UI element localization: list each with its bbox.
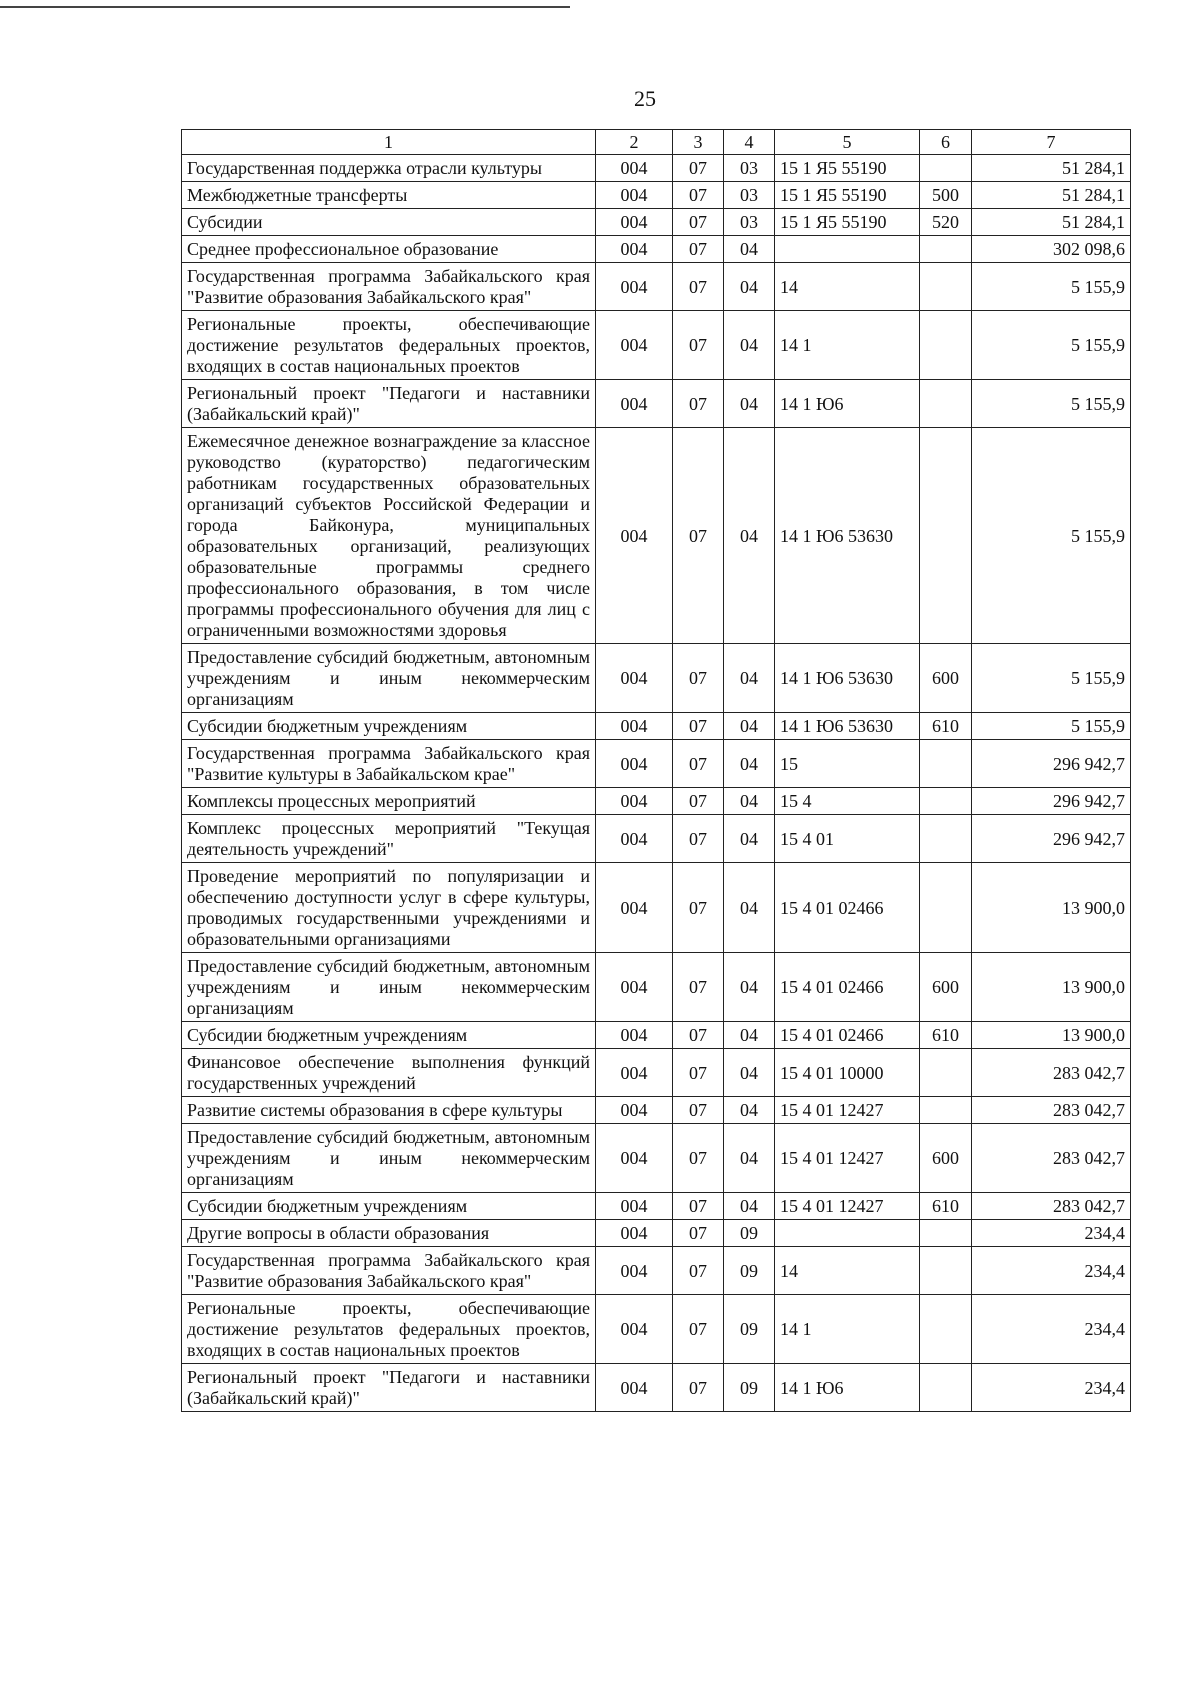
row-code4-cell: 04 xyxy=(724,1097,775,1124)
table-row xyxy=(182,788,1131,815)
row-amount-cell: 5 155,9 xyxy=(972,263,1131,311)
row-amount-cell: 283 042,7 xyxy=(972,1097,1131,1124)
row-code3-cell: 07 xyxy=(673,428,724,644)
row-code3-cell: 07 xyxy=(673,815,724,863)
row-code3-cell: 07 xyxy=(673,155,724,182)
row-code4-cell: 04 xyxy=(724,863,775,953)
row-code6-cell: 600 xyxy=(920,1124,972,1193)
row-code5-cell: 15 4 01 02466 xyxy=(775,1022,920,1049)
row-amount-cell: 13 900,0 xyxy=(972,863,1131,953)
row-code6-cell xyxy=(920,1097,972,1124)
row-amount-cell: 283 042,7 xyxy=(972,1049,1131,1097)
row-amount-cell: 296 942,7 xyxy=(972,740,1131,788)
top-rule xyxy=(0,6,570,8)
row-name-cell: Развитие системы образования в сфере культуры xyxy=(182,1097,596,1124)
row-code2-cell: 004 xyxy=(596,1193,673,1220)
row-code4-cell: 03 xyxy=(724,155,775,182)
row-code2-cell: 004 xyxy=(596,713,673,740)
row-code5-cell: 14 1 Ю6 53630 xyxy=(775,428,920,644)
row-code4-cell: 03 xyxy=(724,182,775,209)
row-code3-cell: 07 xyxy=(673,1193,724,1220)
row-code2-cell: 004 xyxy=(596,644,673,713)
row-code3-cell: 07 xyxy=(673,1364,724,1412)
row-amount-cell: 283 042,7 xyxy=(972,1124,1131,1193)
row-code4-cell: 04 xyxy=(724,380,775,428)
row-code2-cell: 004 xyxy=(596,863,673,953)
row-code6-cell: 600 xyxy=(920,953,972,1022)
table-row xyxy=(182,1193,1131,1220)
row-code3-cell: 07 xyxy=(673,1049,724,1097)
row-code5-cell xyxy=(775,236,920,263)
row-name-cell: Региональный проект "Педагоги и наставники (Забайкальский край)" xyxy=(182,1364,596,1412)
row-amount-cell: 5 155,9 xyxy=(972,428,1131,644)
row-code4-cell: 04 xyxy=(724,236,775,263)
table-row xyxy=(182,263,1131,311)
row-code6-cell xyxy=(920,1295,972,1364)
row-code4-cell: 04 xyxy=(724,740,775,788)
row-name-cell: Предоставление субсидий бюджетным, автономным учреждениям и иным некоммерческим организациям xyxy=(182,644,596,713)
row-code6-cell xyxy=(920,740,972,788)
table-row xyxy=(182,1364,1131,1412)
row-code5-cell: 14 1 Ю6 xyxy=(775,380,920,428)
row-code5-cell: 14 1 Ю6 xyxy=(775,1364,920,1412)
row-code4-cell: 04 xyxy=(724,1124,775,1193)
row-code3-cell: 07 xyxy=(673,1097,724,1124)
row-code5-cell xyxy=(775,1220,920,1247)
table-row xyxy=(182,380,1131,428)
row-code6-cell: 610 xyxy=(920,1022,972,1049)
row-code5-cell: 15 1 Я5 55190 xyxy=(775,209,920,236)
row-name-cell: Предоставление субсидий бюджетным, автономным учреждениям и иным некоммерческим организациям xyxy=(182,1124,596,1193)
row-name-cell: Региональные проекты, обеспечивающие достижение результатов федеральных проектов, входящих в состав национальных проектов xyxy=(182,1295,596,1364)
row-code6-cell xyxy=(920,263,972,311)
row-code2-cell: 004 xyxy=(596,1124,673,1193)
row-code4-cell: 04 xyxy=(724,953,775,1022)
row-code6-cell xyxy=(920,1364,972,1412)
row-code3-cell: 07 xyxy=(673,1022,724,1049)
row-code2-cell: 004 xyxy=(596,1247,673,1295)
row-code6-cell xyxy=(920,311,972,380)
row-code6-cell xyxy=(920,428,972,644)
row-code4-cell: 09 xyxy=(724,1247,775,1295)
row-code2-cell: 004 xyxy=(596,428,673,644)
row-code3-cell: 07 xyxy=(673,740,724,788)
page-number: 25 xyxy=(634,86,656,111)
row-code6-cell xyxy=(920,236,972,263)
row-code5-cell: 14 1 xyxy=(775,1295,920,1364)
row-amount-cell: 5 155,9 xyxy=(972,311,1131,380)
row-code5-cell: 14 1 xyxy=(775,311,920,380)
row-code6-cell xyxy=(920,788,972,815)
row-name-cell: Государственная программа Забайкальского края "Развитие образования Забайкальского края" xyxy=(182,263,596,311)
row-amount-cell: 13 900,0 xyxy=(972,953,1131,1022)
row-code4-cell: 04 xyxy=(724,428,775,644)
row-code4-cell: 04 xyxy=(724,1049,775,1097)
row-code2-cell: 004 xyxy=(596,1049,673,1097)
row-code4-cell: 04 xyxy=(724,644,775,713)
row-code5-cell: 15 xyxy=(775,740,920,788)
row-amount-cell: 302 098,6 xyxy=(972,236,1131,263)
row-name-cell: Предоставление субсидий бюджетным, автономным учреждениям и иным некоммерческим организациям xyxy=(182,953,596,1022)
row-code6-cell xyxy=(920,863,972,953)
row-code5-cell: 15 4 01 12427 xyxy=(775,1124,920,1193)
row-amount-cell: 51 284,1 xyxy=(972,182,1131,209)
row-code5-cell: 15 4 01 02466 xyxy=(775,953,920,1022)
row-name-cell: Ежемесячное денежное вознаграждение за классное руководство (кураторство) педагогическим работникам государственных образовательных организаций субъектов Российской Федерации и города Байконура, муниципальных образовательных организаций, реализующих образовательные программы среднего профессионального образования, в том числе программы профессионального обучения для лиц с ограниченными возможностями здоровья xyxy=(182,428,596,644)
table-row xyxy=(182,1049,1131,1097)
row-name-cell: Субсидии бюджетным учреждениям xyxy=(182,1193,596,1220)
row-code2-cell: 004 xyxy=(596,815,673,863)
table-row xyxy=(182,311,1131,380)
row-code5-cell: 14 xyxy=(775,263,920,311)
row-code6-cell: 500 xyxy=(920,182,972,209)
row-code5-cell: 14 xyxy=(775,1247,920,1295)
row-code2-cell: 004 xyxy=(596,1295,673,1364)
row-code4-cell: 09 xyxy=(724,1220,775,1247)
row-code4-cell: 04 xyxy=(724,311,775,380)
row-code2-cell: 004 xyxy=(596,953,673,1022)
row-code3-cell: 07 xyxy=(673,644,724,713)
row-name-cell: Субсидии xyxy=(182,209,596,236)
row-code6-cell: 610 xyxy=(920,713,972,740)
row-code2-cell: 004 xyxy=(596,1364,673,1412)
row-code5-cell: 14 1 Ю6 53630 xyxy=(775,713,920,740)
row-code3-cell: 07 xyxy=(673,1247,724,1295)
row-amount-cell: 5 155,9 xyxy=(972,644,1131,713)
table-row xyxy=(182,713,1131,740)
row-name-cell: Государственная поддержка отрасли культуры xyxy=(182,155,596,182)
row-code3-cell: 07 xyxy=(673,953,724,1022)
row-code2-cell: 004 xyxy=(596,740,673,788)
row-name-cell: Государственная программа Забайкальского края "Развитие культуры в Забайкальском крае" xyxy=(182,740,596,788)
row-amount-cell: 296 942,7 xyxy=(972,788,1131,815)
row-code2-cell: 004 xyxy=(596,182,673,209)
row-code3-cell: 07 xyxy=(673,380,724,428)
row-amount-cell: 51 284,1 xyxy=(972,155,1131,182)
table-row xyxy=(182,1220,1131,1247)
row-code5-cell: 15 4 01 12427 xyxy=(775,1193,920,1220)
table-row xyxy=(182,644,1131,713)
table-row xyxy=(182,1022,1131,1049)
row-code5-cell: 15 4 01 xyxy=(775,815,920,863)
row-code4-cell: 04 xyxy=(724,815,775,863)
row-code2-cell: 004 xyxy=(596,1097,673,1124)
row-name-cell: Другие вопросы в области образования xyxy=(182,1220,596,1247)
row-code3-cell: 07 xyxy=(673,1220,724,1247)
budget-table xyxy=(181,129,1131,1412)
header-cell: 7 xyxy=(972,130,1131,155)
table-row xyxy=(182,182,1131,209)
row-code4-cell: 04 xyxy=(724,263,775,311)
table-row xyxy=(182,1247,1131,1295)
header-row xyxy=(182,130,1131,155)
row-amount-cell: 234,4 xyxy=(972,1364,1131,1412)
row-name-cell: Проведение мероприятий по популяризации и обеспечению доступности услуг в сфере культуры, проводимых государственными учреждениями и образовательными организациями xyxy=(182,863,596,953)
row-amount-cell: 5 155,9 xyxy=(972,380,1131,428)
row-code6-cell xyxy=(920,380,972,428)
row-name-cell: Региональный проект "Педагоги и наставники (Забайкальский край)" xyxy=(182,380,596,428)
row-code3-cell: 07 xyxy=(673,788,724,815)
table-row xyxy=(182,863,1131,953)
row-code6-cell xyxy=(920,1247,972,1295)
row-code4-cell: 04 xyxy=(724,1022,775,1049)
row-amount-cell: 13 900,0 xyxy=(972,1022,1131,1049)
table-row xyxy=(182,209,1131,236)
row-code2-cell: 004 xyxy=(596,1220,673,1247)
row-code3-cell: 07 xyxy=(673,1124,724,1193)
table-row xyxy=(182,236,1131,263)
row-code6-cell xyxy=(920,1049,972,1097)
row-code2-cell: 004 xyxy=(596,1022,673,1049)
row-code5-cell: 15 4 01 12427 xyxy=(775,1097,920,1124)
row-code3-cell: 07 xyxy=(673,209,724,236)
row-code5-cell: 15 4 xyxy=(775,788,920,815)
row-code3-cell: 07 xyxy=(673,263,724,311)
row-code4-cell: 04 xyxy=(724,1193,775,1220)
row-code5-cell: 15 1 Я5 55190 xyxy=(775,182,920,209)
row-name-cell: Межбюджетные трансферты xyxy=(182,182,596,209)
row-amount-cell: 51 284,1 xyxy=(972,209,1131,236)
row-code4-cell: 04 xyxy=(724,788,775,815)
header-cell: 2 xyxy=(596,130,673,155)
row-code3-cell: 07 xyxy=(673,713,724,740)
row-amount-cell: 5 155,9 xyxy=(972,713,1131,740)
row-code2-cell: 004 xyxy=(596,236,673,263)
table-row xyxy=(182,1124,1131,1193)
row-name-cell: Среднее профессиональное образование xyxy=(182,236,596,263)
table-row xyxy=(182,953,1131,1022)
row-code3-cell: 07 xyxy=(673,1295,724,1364)
row-amount-cell: 234,4 xyxy=(972,1247,1131,1295)
row-code2-cell: 004 xyxy=(596,311,673,380)
row-code6-cell: 610 xyxy=(920,1193,972,1220)
header-cell: 3 xyxy=(673,130,724,155)
row-code6-cell: 520 xyxy=(920,209,972,236)
row-amount-cell: 296 942,7 xyxy=(972,815,1131,863)
row-name-cell: Субсидии бюджетным учреждениям xyxy=(182,713,596,740)
row-code2-cell: 004 xyxy=(596,380,673,428)
row-code3-cell: 07 xyxy=(673,863,724,953)
row-code6-cell xyxy=(920,155,972,182)
row-code4-cell: 09 xyxy=(724,1295,775,1364)
table-row xyxy=(182,1295,1131,1364)
row-code5-cell: 15 4 01 02466 xyxy=(775,863,920,953)
row-code3-cell: 07 xyxy=(673,311,724,380)
row-code2-cell: 004 xyxy=(596,209,673,236)
row-code2-cell: 004 xyxy=(596,263,673,311)
row-code4-cell: 09 xyxy=(724,1364,775,1412)
row-name-cell: Комплекс процессных мероприятий "Текущая деятельность учреждений" xyxy=(182,815,596,863)
row-code3-cell: 07 xyxy=(673,182,724,209)
row-code6-cell: 600 xyxy=(920,644,972,713)
row-code2-cell: 004 xyxy=(596,788,673,815)
row-code6-cell xyxy=(920,1220,972,1247)
header-cell: 5 xyxy=(775,130,920,155)
row-code5-cell: 15 4 01 10000 xyxy=(775,1049,920,1097)
header-cell: 1 xyxy=(182,130,596,155)
row-amount-cell: 234,4 xyxy=(972,1220,1131,1247)
table-row xyxy=(182,1097,1131,1124)
row-code5-cell: 15 1 Я5 55190 xyxy=(775,155,920,182)
row-name-cell: Финансовое обеспечение выполнения функций государственных учреждений xyxy=(182,1049,596,1097)
row-amount-cell: 283 042,7 xyxy=(972,1193,1131,1220)
row-code3-cell: 07 xyxy=(673,236,724,263)
table-row xyxy=(182,815,1131,863)
row-code2-cell: 004 xyxy=(596,155,673,182)
row-code6-cell xyxy=(920,815,972,863)
row-amount-cell: 234,4 xyxy=(972,1295,1131,1364)
row-name-cell: Комплексы процессных мероприятий xyxy=(182,788,596,815)
row-name-cell: Субсидии бюджетным учреждениям xyxy=(182,1022,596,1049)
header-cell: 6 xyxy=(920,130,972,155)
row-code4-cell: 04 xyxy=(724,713,775,740)
table-row xyxy=(182,428,1131,644)
row-name-cell: Региональные проекты, обеспечивающие достижение результатов федеральных проектов, входящих в состав национальных проектов xyxy=(182,311,596,380)
header-cell: 4 xyxy=(724,130,775,155)
row-code5-cell: 14 1 Ю6 53630 xyxy=(775,644,920,713)
table-row xyxy=(182,155,1131,182)
table-row xyxy=(182,740,1131,788)
row-name-cell: Государственная программа Забайкальского края "Развитие образования Забайкальского края" xyxy=(182,1247,596,1295)
row-code4-cell: 03 xyxy=(724,209,775,236)
